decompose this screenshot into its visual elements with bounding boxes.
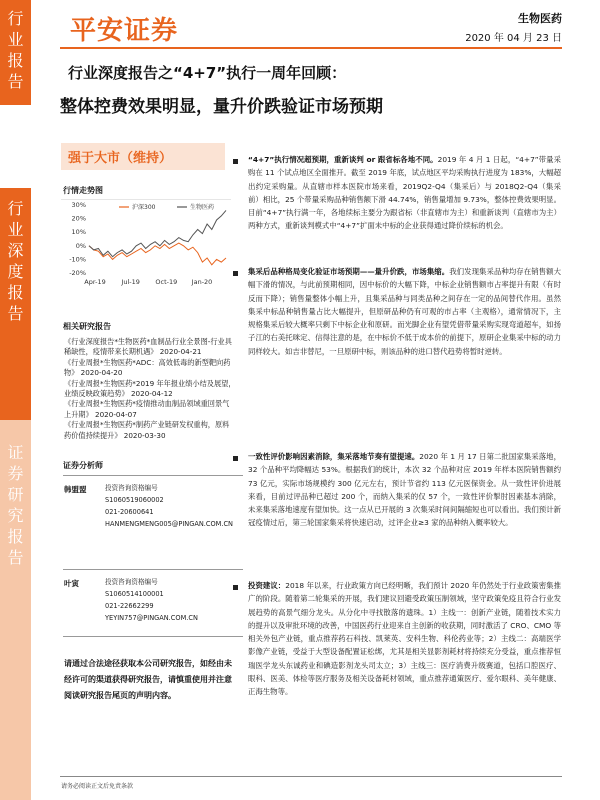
analyst-cert-number: S1060514100001 — [105, 590, 164, 598]
footer-note: 请务必阅读正文后免责条款 — [61, 783, 134, 790]
x-tick-label: Oct-19 — [155, 278, 178, 286]
analyst-email[interactable]: YEYIN757@PINGAN.COM.CN — [105, 614, 198, 622]
analyst-name: 韩盟盟 — [64, 485, 87, 494]
x-tick-label: Jul-19 — [121, 278, 140, 286]
analyst-details — [105, 482, 245, 530]
price-trend-chart — [61, 199, 231, 287]
paragraph-investment — [248, 579, 561, 699]
related-research-list — [64, 337, 236, 441]
paragraph-consistency — [248, 450, 561, 530]
paragraph-lead: “4+7”执行情况超预期，重新谈判 or 跟省标各地不同。 — [248, 155, 438, 164]
bullet-marker — [233, 159, 238, 164]
related-report[interactable]: 《行业周报*生物医药*2019 年年报业绩小结及展望，业绩反映政策趋势》 2020-04-12 — [64, 378, 236, 399]
y-tick-label: 10% — [71, 228, 86, 237]
analyst-details — [105, 576, 245, 624]
analyst-separator — [63, 569, 243, 570]
bullet-marker — [233, 271, 238, 276]
legend-label: 生物医药 — [190, 204, 215, 211]
analyst-phone: 021-22662299 — [105, 602, 154, 610]
chart-title: 行情走势图 — [63, 186, 103, 195]
legend-label: 沪深300 — [132, 204, 156, 211]
analyst-phone: 021-20600641 — [105, 508, 154, 516]
sidebar-label-industry-report: 行业报告 — [7, 9, 24, 91]
related-report[interactable]: 《行业周报*生物医药*疫情推动血制品领域重回景气上升期》 2020-04-07 — [64, 399, 230, 419]
series-line — [89, 210, 226, 256]
header-divider — [60, 47, 562, 49]
report-category: 生物医药 — [518, 12, 562, 25]
paragraph-body: 2020 年 1 月 17 日第二批国家集采落地，32 个品种平均降幅达 53%。根据我们的统计，本次 32 个品种对应 2019 年样本医院销售额约 73 亿元，实际市场规模约 300 亿元左右，预计节省约 113 亿元医保资金。从一致性评价进展来看，目前过评品种已超过 200 个，而纳入集采的仅 57 个，一致性评价掣肘因素基本消除，未来集采落地速度有望加快。这一点从已开展的 3 次集采时间间隔缩短也可以看出。我们预计新冠疫情过后，第三轮国家集采将快速启动，过评企业≥3 家的品种纳入概率较大。 — [248, 452, 561, 528]
related-research-title: 相关研究报告 — [63, 322, 111, 331]
paragraph-market — [248, 265, 561, 358]
related-report[interactable]: 《行业周报*生物医药*制药产业链研发权重构，原料药价值持续提升》 2020-03-30 — [64, 420, 230, 440]
series-line — [89, 243, 226, 265]
y-tick-label: -10% — [69, 255, 86, 264]
analysts-title: 证券分析师 — [63, 461, 103, 470]
analysts-divider — [63, 475, 243, 476]
y-tick-label: 0% — [75, 241, 86, 250]
y-tick-label: 30% — [71, 201, 86, 209]
industry-rating: 强于大市（维持） — [68, 151, 173, 166]
paragraph-body: 2019 年 4 月 1 日起，“4+7”带量采购在 11 个试点地区全面推开。截至 2019 年底，试点地区平均采购执行进度为 183%，大幅超出约定采购量。从直辖市样本医院市场来看，2019Q2-Q4（集采后）与 2018Q2-Q4（集采前）相比，25 个带量采购品种销售额下滑 44.74%，销售量增加 9.73%，整体控费效果明显。目前“4+7”执行满一年，各地续标主要分为跟省标（非直辖市为主）和重新谈判（直辖市为主）两种方式，重新谈判模式中“4+7”扩面未中标的企业获得通过降价续标的机会。 — [248, 155, 562, 231]
x-tick-label: Apr-19 — [84, 278, 106, 286]
paragraph-lead: 投资建议： — [248, 581, 286, 590]
paragraph-lead: 集采后品种格局变化验证市场预期——量升价跌，市场集缩。 — [248, 267, 450, 276]
sidebar-label-deep-report: 行业深度报告 — [7, 199, 24, 323]
paragraph-lead: 一致性评价影响因素消除，集采落地节奏有望提速。 — [248, 452, 420, 461]
analyst-cert-label: 投资咨询资格编号 — [105, 484, 158, 492]
bullet-marker — [233, 456, 238, 461]
report-title-line1: 行业深度报告之“4+7”执行一周年回顾： — [68, 64, 347, 82]
y-tick-label: -20% — [69, 269, 86, 277]
x-tick-label: Jan-20 — [191, 278, 213, 286]
paragraph-policy — [248, 153, 561, 233]
y-tick-label: 20% — [71, 214, 86, 223]
sidebar-label-securities-research: 证券研究报告 — [7, 443, 24, 567]
report-date: 2020 年 04 月 23 日 — [465, 33, 562, 44]
related-report[interactable]: 《行业周报*生物医药*ADC：高效低毒的新型靶向药物》 2020-04-20 — [64, 357, 231, 378]
footer-divider — [60, 776, 562, 777]
related-report[interactable]: 《行业深度报告*生物医药*血制品行业全景图-行业具稀缺性，疫情带来长期机遇》 2020-04-21 — [64, 337, 232, 357]
bullet-marker — [233, 585, 238, 590]
brand-logo: 平安证券 — [70, 16, 179, 46]
report-title-line2: 整体控费效果明显，量升价跌验证市场预期 — [60, 97, 383, 117]
paragraph-body: 我们发现集采品种均存在销售额大幅下滑的情况，与此前预期相同，因中标价的大幅下降，中标企业销售额市占率提升有限（有时反而下降）；销售量整体小幅上升，且集采品种与同类品种之间存在一定的品间替代作用。虽然集采中标品种销售量占比大幅提升，但原研品种仍有可观的市占率（主观格），通常情况下，主规格集采后较大概率只剩下中标企业和原研。而光脚企业有望凭借带量采购实现弯道超车，如扬子江的右美托咪定、信得注意的是，在中标价不低于成本价的前提下，原研企业集采中标的动力同样较大。如吉非替尼，一旦原研中标，则该品种的进口替代趋势将暂时逆转。 — [248, 267, 561, 356]
analyst-cert-label: 投资咨询资格编号 — [105, 578, 158, 586]
disclaimer-note: 请通过合法途径获取本公司研究报告，如经由未经许可的渠道获得研究报告，请慎重使用并注意阅读研究报告尾页的声明内容。 — [64, 659, 232, 700]
analyst-name: 叶寅 — [64, 579, 79, 588]
analyst-email[interactable]: HANMENGMENG005@PINGAN.COM.CN — [105, 520, 233, 528]
paragraph-body: 2018 年以来，行业政策方向已经明晰，我们预计 2020 年仍然处于行业政策密集推广的阶段。随着第二轮集采的开展，我们建议回避受政策压制领域，坚守政策免疫且符合行业发展趋势的高景气细分龙头。从分化中寻找散落的遗珠。1）主线一：创新产业链，随着技术实力的提升以及审批环境的改善，中国医药行业迎来自主创新的收获期，同时激活了 CRO、CMO 等相关外包产业链，重点推荐药石科技、凯莱英、安科生物、科伦药业等；2）主线二：高端医学影像产业链，受益于大型设备配置证松绑，尤其是相关显影剂耗材将持续充分受益，重点推荐恒瑞医学龙头东诚药业和碘造影剂龙头司太立；3）主线三：医疗消费升级赛道，包括口腔医疗、眼科、医美、体检等医疗服务及相关设备耗材领域，重点推荐通策医疗、爱尔眼科、美年健康、正海生物等。 — [248, 581, 561, 697]
analysts-bottom-divider — [63, 636, 243, 637]
analyst-cert-number: S1060519060002 — [105, 496, 164, 504]
